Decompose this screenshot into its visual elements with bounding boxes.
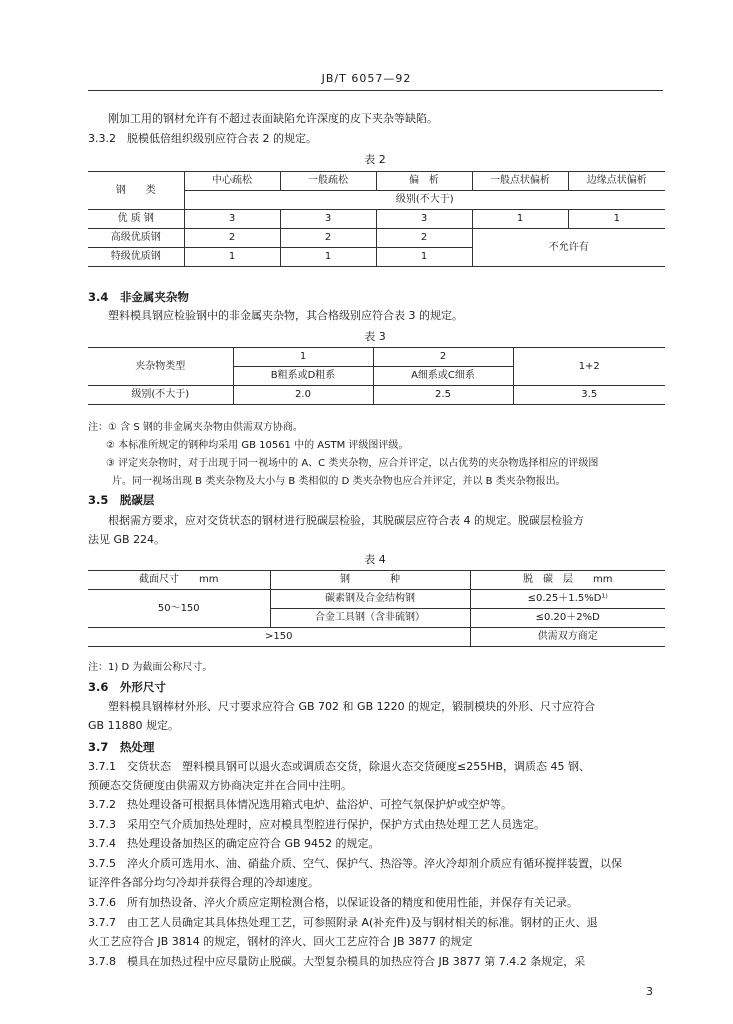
table-4-header: 脱 碳 层 mm — [470, 571, 665, 590]
table-3-group: 1+2 — [513, 348, 665, 386]
table-4 — [88, 570, 665, 647]
table-3-note: 注：① 含 S 钢的非金属夹杂物由供需双方协商。 — [88, 422, 303, 433]
table-4-header: 钢 种 — [270, 571, 470, 590]
table-2-cell: 1 — [568, 210, 665, 229]
table-4-size: 50～150 — [88, 590, 270, 628]
table-3 — [88, 347, 665, 405]
text-line: 塑料模具钢应检验钢中的非金属夹杂物，其合格级别应符合表 3 的规定。 — [108, 309, 463, 322]
text-line: GB 11880 规定。 — [88, 719, 180, 732]
text-line: 证淬件各部分均匀冷却并获得合理的冷却速度。 — [88, 876, 319, 889]
table-2-cell: 1 — [280, 248, 376, 267]
table-3-class: A细系或C细系 — [373, 367, 513, 386]
clause-3-7-4: 3.7.4 热处理设备加热区的确定应符合 GB 9452 的规定。 — [88, 837, 380, 850]
table-2-cell: 2 — [280, 229, 376, 248]
text-line: 预硬态交货硬度由供需双方协商决定并在合同中注明。 — [88, 779, 352, 792]
clause-3-7-5: 3.7.5 淬火介质可选用水、油、硝盐介质、空气、保护气、热浴等。淬火冷却剂介质应有循环搅拌装置，以保 — [88, 857, 622, 870]
table-3-note: ③ 评定夹杂物时，对于出现于同一视场中的 A、C 类夹杂物，应合并评定，以占优势的夹杂物选择相应的评级图 — [106, 458, 599, 469]
table-4-caption: 表 4 — [364, 553, 386, 566]
table-2-cell: 2 — [184, 229, 280, 248]
table-3-caption: 表 3 — [364, 330, 386, 343]
table-2-level: 级别(不大于) — [184, 191, 665, 210]
table-2-row-name: 优 质 钢 — [88, 210, 184, 229]
clause-3-7-3: 3.7.3 采用空气介质加热处理时，应对模具型腔进行保护，保护方式由热处理工艺人员选定。 — [88, 818, 545, 831]
table-2-caption: 表 2 — [364, 153, 386, 166]
table-2-cell: 3 — [280, 210, 376, 229]
page-header: JB/T 6057—92 — [321, 72, 412, 85]
table-2-col: 一般点状偏析 — [472, 172, 568, 191]
table-2-cell: 3 — [184, 210, 280, 229]
table-3-group: 2 — [373, 348, 513, 367]
table-2-cell: 1 — [184, 248, 280, 267]
table-2-row-name: 高级优质钢 — [88, 229, 184, 248]
table-4-steel: 碳素钢及合金结构钢 — [270, 590, 470, 609]
table-2-cell: 3 — [376, 210, 472, 229]
clause-3-7-7: 3.7.7 由工艺人员确定其具体热处理工艺，可参照附录 A(补充件)及与钢材相关的标准。钢材的正火、退 — [88, 916, 598, 929]
table-3-note: 片。同一视场出现 B 类夹杂物及大小与 B 类相似的 D 类夹杂物也应合并评定，并以 B 类夹杂物报出。 — [112, 476, 566, 487]
table-4-size: >150 — [88, 628, 470, 647]
text-line: 根据需方要求，应对交货状态的钢材进行脱碳层检验，其脱碳层应符合表 4 的规定。脱碳层检验方 — [108, 514, 584, 527]
table-2 — [88, 171, 665, 267]
table-3-level: 级别(不大于) — [88, 386, 233, 405]
table-4-steel: 合金工具钢（含非硫钢） — [270, 609, 470, 628]
text-line: 火工艺应符合 JB 3814 的规定，钢材的淬火、回火工艺应符合 JB 3877 的规定 — [88, 935, 473, 948]
header-rule — [88, 90, 663, 91]
clause-3-7-8: 3.7.8 模具在加热过程中应尽量防止脱碳。大型复杂模具的加热应符合 JB 3877 第 7.4.2 条规定，采 — [88, 955, 586, 968]
section-3-4: 3.4 非金属夹杂物 — [88, 290, 189, 304]
text-line: 塑料模具钢棒材外形、尺寸要求应符合 GB 702 和 GB 1220 的规定，锻制模块的外形、尺寸应符合 — [108, 700, 596, 713]
table-3-cell: 3.5 — [513, 386, 665, 405]
table-4-depth: ≤0.25＋1.5%D¹⁾ — [470, 590, 665, 609]
table-4-depth: 供需双方商定 — [470, 628, 665, 647]
table-2-not-allowed: 不允许有 — [472, 229, 665, 267]
table-2-col-steel: 钢 类 — [88, 172, 184, 210]
section-3-5: 3.5 脱碳层 — [88, 493, 155, 507]
table-4-note: 注：1) D 为截面公称尺寸。 — [88, 662, 213, 673]
table-4-header: 截面尺寸 mm — [88, 571, 270, 590]
page-number: 3 — [646, 985, 653, 998]
table-2-col: 一般疏松 — [280, 172, 376, 191]
table-3-group: 1 — [233, 348, 373, 367]
table-3-type-label: 夹杂物类型 — [88, 348, 233, 386]
clause-3-3-2: 3.3.2 脱模低倍组织级别应符合表 2 的规定。 — [88, 132, 317, 145]
section-3-7: 3.7 热处理 — [88, 740, 155, 754]
clause-3-7-2: 3.7.2 热处理设备可根据具体情况选用箱式电炉、盐浴炉、可控气氛保护炉或空炉等。 — [88, 798, 512, 811]
table-2-cell: 1 — [376, 248, 472, 267]
table-2-row-name: 特级优质钢 — [88, 248, 184, 267]
table-2-cell: 2 — [376, 229, 472, 248]
text-line: 刚加工用的钢材允许有不超过表面缺陷允许深度的皮下夹杂等缺陷。 — [108, 112, 438, 125]
table-3-cell: 2.0 — [233, 386, 373, 405]
table-4-depth: ≤0.20＋2%D — [470, 609, 665, 628]
table-2-col: 中心疏松 — [184, 172, 280, 191]
table-2-col: 边缘点状偏析 — [568, 172, 665, 191]
section-3-6: 3.6 外形尺寸 — [88, 680, 166, 694]
table-3-note: ② 本标准所规定的钢种均采用 GB 10561 中的 ASTM 评级图评级。 — [106, 440, 409, 451]
table-2-col: 偏 析 — [376, 172, 472, 191]
table-3-cell: 2.5 — [373, 386, 513, 405]
clause-3-7-6: 3.7.6 所有加热设备、淬火介质应定期检测合格，以保证设备的精度和使用性能，并保存有关记录。 — [88, 896, 578, 909]
table-3-class: B粗系或D粗系 — [233, 367, 373, 386]
text-line: 法见 GB 224。 — [88, 533, 166, 546]
table-2-cell: 1 — [472, 210, 568, 229]
clause-3-7-1: 3.7.1 交货状态 塑料模具钢可以退火态或调质态交货，除退火态交货硬度≤255HB，调质态 45 钢、 — [88, 760, 591, 773]
